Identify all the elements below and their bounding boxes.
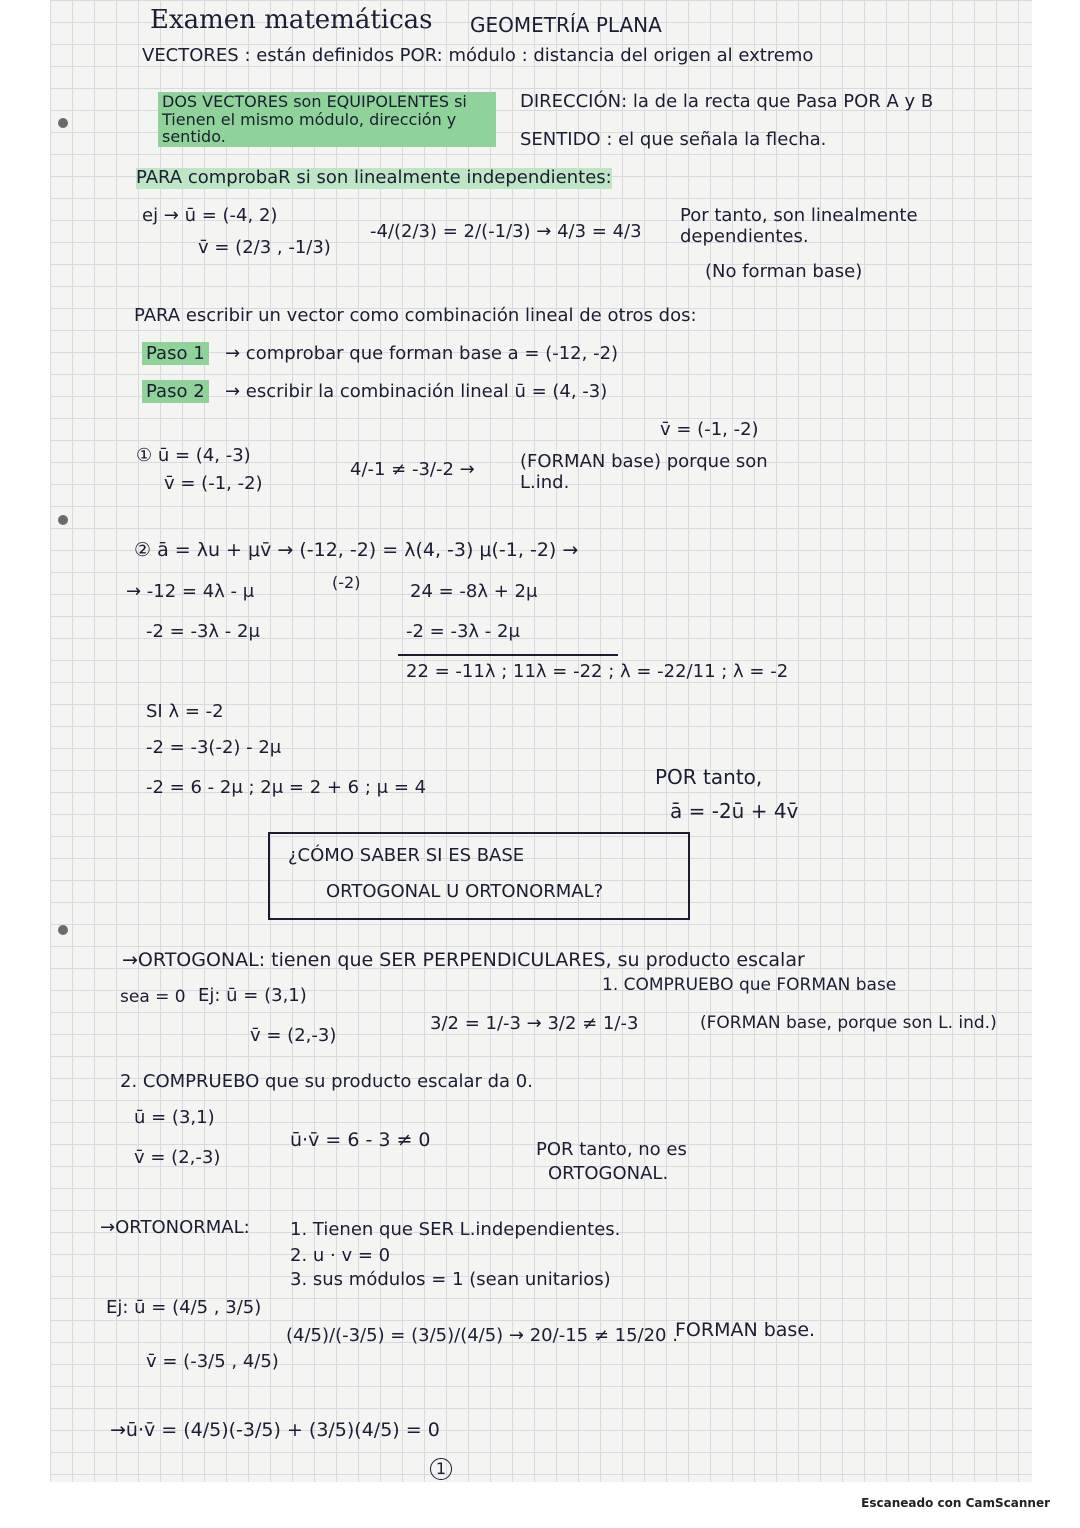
ortogonal-check1-title: 1. COMPRUEBO que FORMAN base	[602, 975, 897, 995]
page-title: Examen matemáticas	[150, 5, 433, 35]
ortogonal-dot-product: ū·v̄ = 6 - 3 ≠ 0	[290, 1129, 431, 1151]
combinacion-heading: PARA escribir un vector como combinación lineal de otros dos:	[134, 305, 697, 326]
ortonormal-forman: FORMAN base.	[675, 1319, 816, 1341]
v-given: v̄ = (-1, -2)	[660, 419, 759, 440]
combination-result: ā = -2ū + 4v̄	[670, 799, 799, 823]
question-line-1: ¿CÓMO SABER SI ES BASE	[288, 845, 525, 866]
sum-line	[398, 654, 618, 656]
ratio-check: -4/(2/3) = 2/(-1/3) → 4/3 = 4/3	[370, 221, 642, 242]
paso2-label: Paso 2	[142, 380, 209, 403]
independientes-heading: PARA comprobaR si son linealmente independientes:	[136, 167, 612, 188]
binder-hole	[58, 925, 68, 935]
portanto-label: POR tanto,	[655, 765, 763, 789]
example-v: v̄ = (2/3 , -1/3)	[198, 237, 331, 258]
ortogonal-def-end: sea = 0	[120, 987, 186, 1007]
equation-1b: 24 = -8λ + 2μ	[410, 581, 538, 602]
notebook-page	[50, 0, 1032, 1482]
ortonormal-ej-v: v̄ = (-3/5 , 4/5)	[146, 1351, 279, 1372]
page-subtitle: GEOMETRÍA PLANA	[470, 13, 662, 37]
example-u: ej → ū = (-4, 2)	[142, 205, 278, 226]
paso1-label: Paso 1	[142, 342, 209, 365]
ortogonal-definition: →ORTOGONAL: tienen que SER PERPENDICULARES, su producto escalar	[122, 949, 805, 971]
substitution-1: -2 = -3(-2) - 2μ	[146, 737, 282, 758]
step1-ratio: 4/-1 ≠ -3/-2 →	[350, 459, 475, 480]
no-base-note: (No forman base)	[705, 261, 863, 282]
equation-2: -2 = -3λ - 2μ	[146, 621, 260, 642]
step1-u: ① ū = (4, -3)	[136, 445, 251, 466]
ortonormal-ej-u: Ej: ū = (4/5 , 3/5)	[106, 1297, 262, 1318]
paso1-text: → comprobar que forman base a = (-12, -2)	[225, 343, 619, 364]
ortogonal-ratio-note: (FORMAN base, porque son L. ind.)	[700, 1013, 997, 1033]
ortonormal-ratio: (4/5)/(-3/5) = (3/5)/(4/5) → 20/-15 ≠ 15/20 .	[286, 1325, 678, 1346]
sentido-note: SENTIDO : el que señala la flecha.	[520, 129, 827, 150]
ortonormal-rule-1: 1. Tienen que SER L.independientes.	[290, 1219, 621, 1240]
ortogonal-check2: 2. COMPRUEBO que su producto escalar da 0.	[120, 1071, 533, 1092]
equation-2b: -2 = -3λ - 2μ	[406, 621, 520, 642]
equipolentes-note: DOS VECTORES son EQUIPOLENTES si Tienen el mismo módulo, dirección y sentido.	[158, 92, 496, 147]
scanner-watermark: Escaneado con CamScanner	[861, 1496, 1050, 1510]
step1-v: v̄ = (-1, -2)	[164, 473, 263, 494]
equation-1: → -12 = 4λ - μ	[126, 581, 255, 602]
ortogonal-u: ū = (3,1)	[134, 1107, 215, 1128]
ortonormal-rule-2: 2. u · v = 0	[290, 1245, 391, 1266]
ortogonal-conclusion-2: ORTOGONAL.	[548, 1163, 669, 1184]
sum-result: 22 = -11λ ; 11λ = -22 ; λ = -22/11 ; λ = -2	[406, 661, 789, 682]
ortogonal-v: v̄ = (2,-3)	[134, 1147, 221, 1168]
ortogonal-conclusion-1: POR tanto, no es	[536, 1139, 687, 1160]
ortonormal-dot-product: →ū·v̄ = (4/5)(-3/5) + (3/5)(4/5) = 0	[110, 1419, 440, 1441]
binder-hole	[58, 118, 68, 128]
step2-equation: ② ā = λu + μv̄ → (-12, -2) = λ(4, -3) μ(-1, -2) →	[134, 539, 579, 561]
question-line-2: ORTOGONAL U ORTONORMAL?	[326, 881, 604, 902]
direccion-note: DIRECCIÓN: la de la recta que Pasa POR A y B	[520, 91, 934, 112]
binder-hole	[58, 515, 68, 525]
multiplier: (-2)	[332, 573, 361, 592]
paso2-text: → escribir la combinación lineal ū = (4, -3)	[225, 381, 608, 402]
ortogonal-ej-u: Ej: ū = (3,1)	[198, 985, 307, 1006]
dependientes-conclusion: Por tanto, son linealmente dependientes.	[680, 205, 918, 247]
substitution-2: -2 = 6 - 2μ ; 2μ = 2 + 6 ; μ = 4	[146, 777, 427, 798]
step1-note: (FORMAN base) porque son L.ind.	[520, 451, 768, 493]
ortonormal-rule-3: 3. sus módulos = 1 (sean unitarios)	[290, 1269, 611, 1290]
ortogonal-ej-v: v̄ = (2,-3)	[250, 1025, 337, 1046]
page-number: 1	[430, 1458, 452, 1480]
substitution-heading: SI λ = -2	[146, 701, 224, 722]
vectores-definition: VECTORES : están definidos POR: módulo : distancia del origen al extremo	[142, 45, 814, 66]
ortonormal-label: →ORTONORMAL:	[100, 1217, 250, 1238]
ortogonal-ratio: 3/2 = 1/-3 → 3/2 ≠ 1/-3	[430, 1013, 639, 1034]
